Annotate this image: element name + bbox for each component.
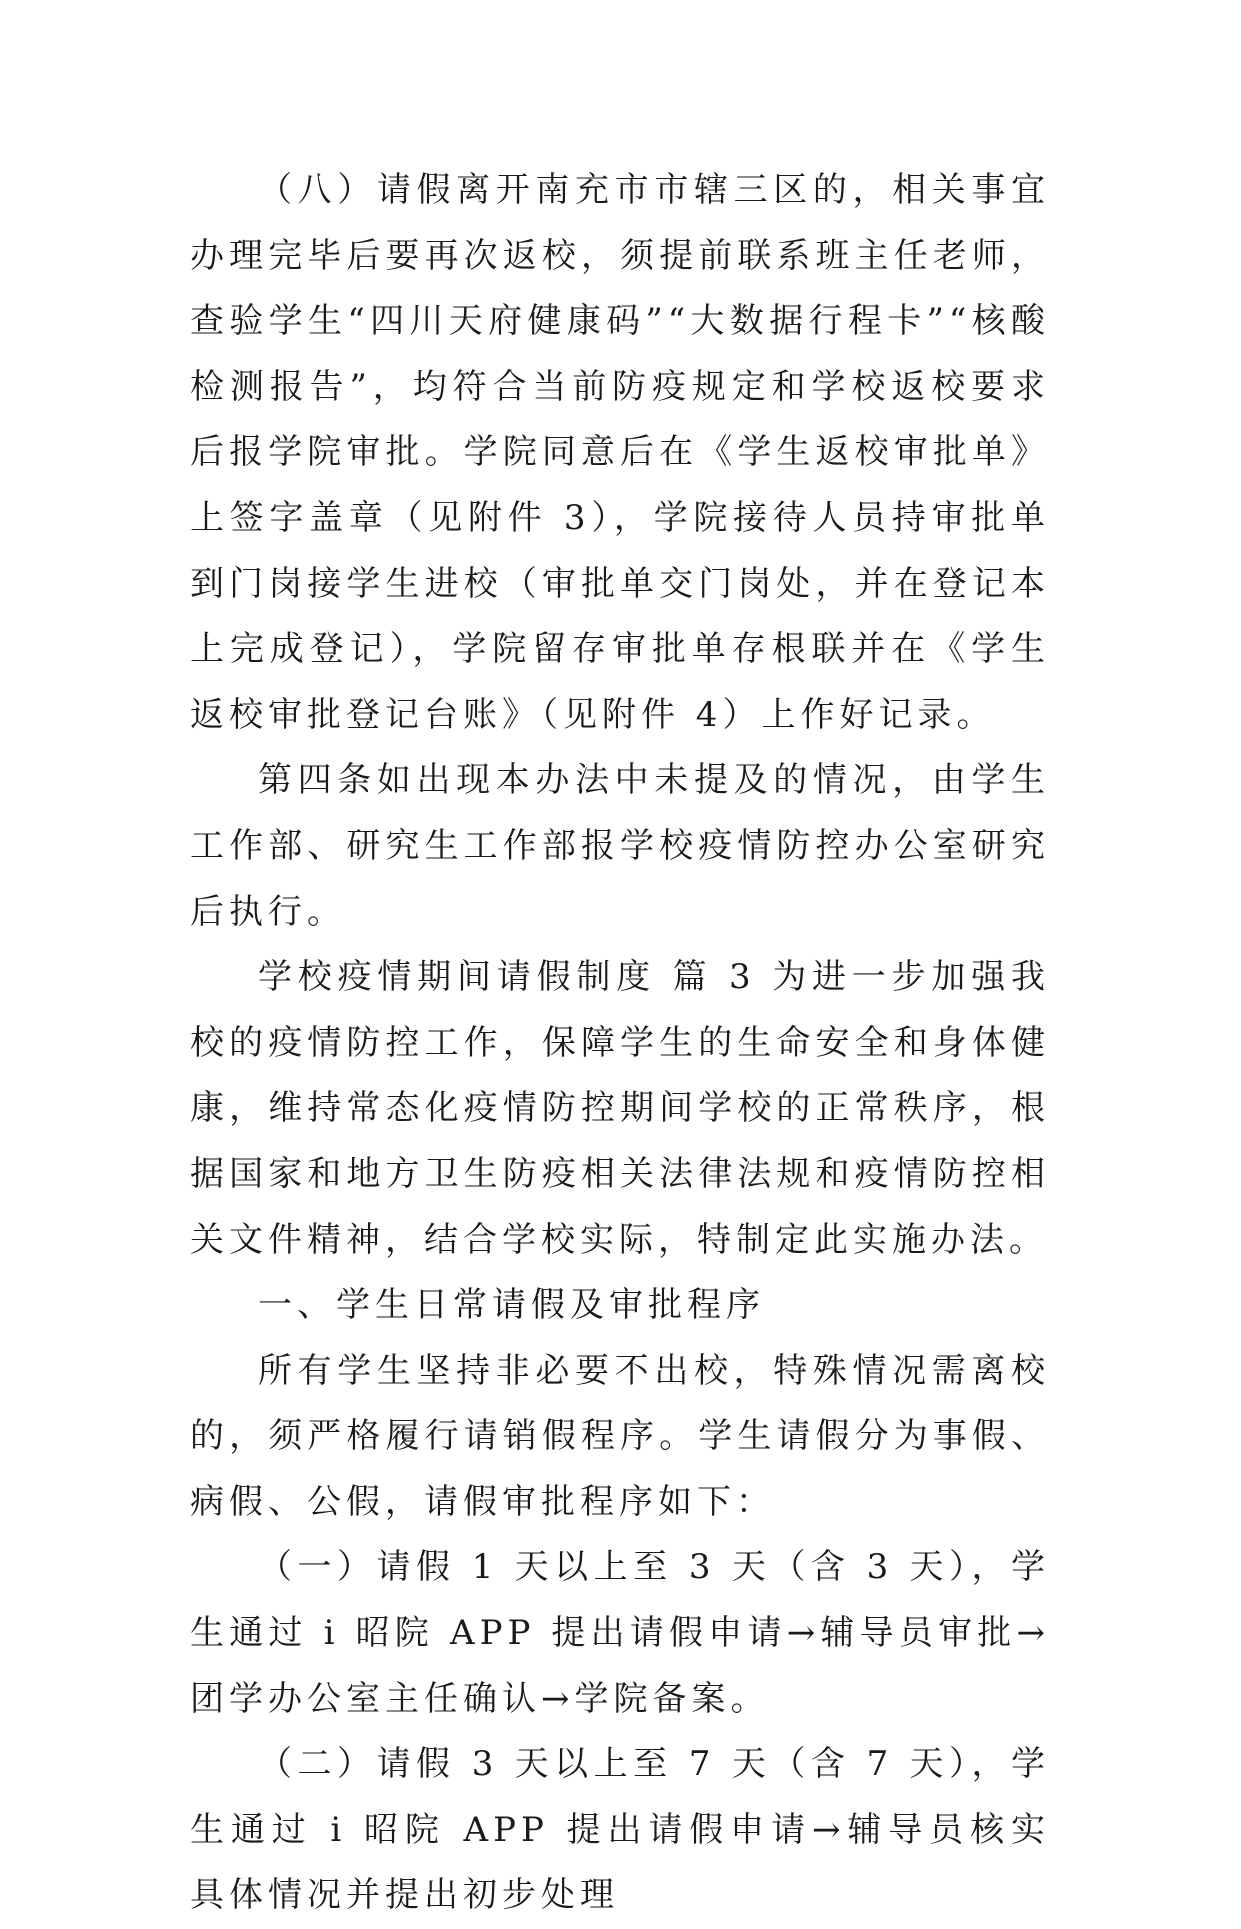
paragraph-leave-1-3-days: （一）请假 1 天以上至 3 天（含 3 天），学生通过 i 昭院 APP 提出请假申请→辅导员审批→团学办公室主任确认→学院备案。: [190, 1547, 1050, 1719]
paragraph-article-four: 第四条如出现本办法中未提及的情况，由学生工作部、研究生工作部报学校疫情防控办公室研究后执行。: [190, 760, 1050, 932]
paragraph-leave-principle: 所有学生坚持非必要不出校，特殊情况需离校的，须严格履行请销假程序。学生请假分为事假、病假、公假，请假审批程序如下：: [190, 1350, 1050, 1522]
paragraph-section-3-intro: 学校疫情期间请假制度 篇 3 为进一步加强我校的疫情防控工作，保障学生的生命安全和身体健康，维持常态化疫情防控期间学校的正常秩序，根据国家和地方卫生防疫相关法律法规和疫情防控相关文件精神，结合学校实际，特制定此实施办法。: [190, 957, 1050, 1260]
section-heading-daily-leave: 一、学生日常请假及审批程序: [258, 1285, 765, 1326]
paragraph-leave-3-7-days: （二）请假 3 天以上至 7 天（含 7 天），学生通过 i 昭院 APP 提出请假申请→辅导员核实具体情况并提出初步处理: [190, 1744, 1050, 1916]
paragraph-leave-outside-city: （八）请假离开南充市市辖三区的，相关事宜办理完毕后要再次返校，须提前联系班主任老师，查验学生“四川天府健康码”“大数据行程卡”“核酸检测报告”，均符合当前防疫规定和学校返校要求后报学院审批。学院同意后在《学生返校审批单》上签字盖章（见附件 3），学院接待人员持审批单到门岗接学生进校（审批单交门岗处，并在登记本上完成登记），学院留存审批单存根联并在《学生返校审批登记台账》（见附件 4）上作好记录。: [190, 170, 1050, 735]
document-body: [190, 158, 1050, 1929]
